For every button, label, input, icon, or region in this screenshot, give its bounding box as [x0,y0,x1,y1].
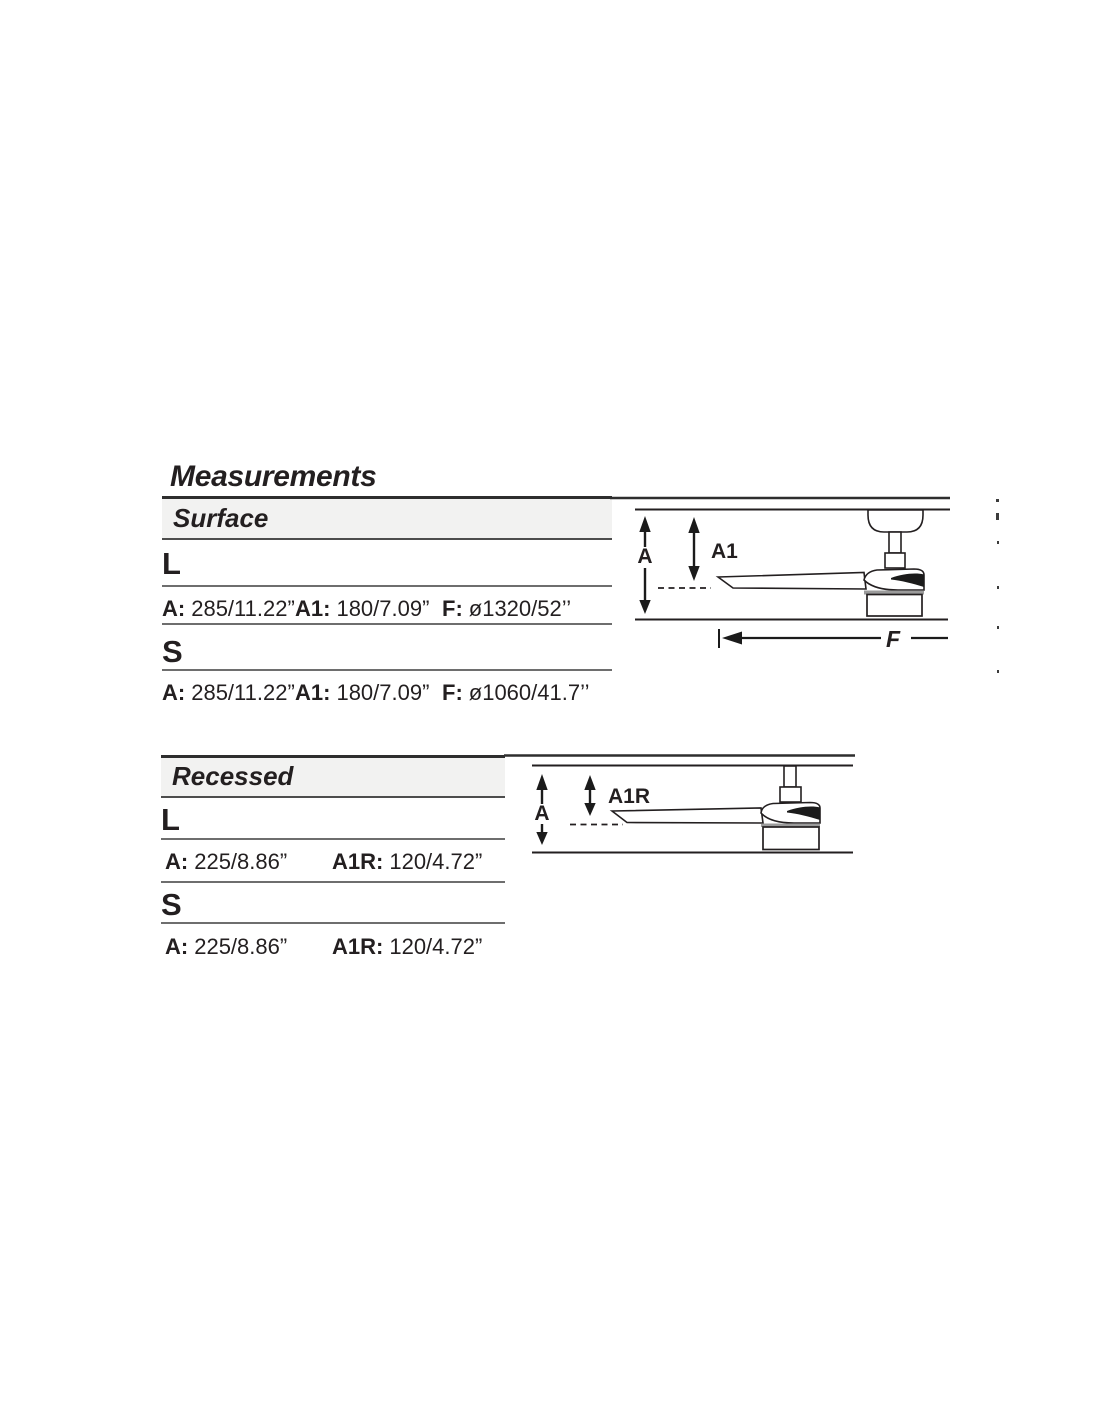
spec-a1: A1: 180/7.09” [295,680,430,705]
spec-a1: A1: 180/7.09” [295,596,430,621]
edge-artifact [997,670,999,673]
surface-header-band [162,499,612,540]
arrow-down-icon [536,832,547,845]
page-title: Measurements [170,460,377,493]
arrow-up-icon [584,775,595,790]
dimension-label-a: A [534,802,550,825]
spec-f: F: ø1060/41.7’’ [442,680,590,705]
dimension-arrow-f [719,626,948,652]
spec-a1r: A1R: 120/4.72” [332,934,483,959]
dimension-label-a1r: A1R [608,785,651,808]
surface-s-spec-row [162,681,612,707]
recessed-l-spec-row [161,850,505,876]
spec-a: A: 285/11.22” [162,680,295,705]
divider [162,669,612,671]
divider [162,585,612,587]
arrow-down-icon [639,600,650,614]
divider [162,623,612,625]
dimension-label-a1: A1 [711,540,738,563]
spec-a: A: 225/8.86” [165,849,288,874]
arrow-left-icon [722,632,742,645]
fan-blade [612,808,763,823]
recessed-size-s: S [161,887,182,922]
surface-l-spec-row [162,597,612,623]
fan-coupler [780,787,801,802]
divider [161,881,505,883]
surface-size-l: L [162,546,181,581]
fan-downrod [889,532,901,553]
edge-artifact [997,626,999,629]
fan-coupler [885,553,905,568]
edge-artifact [997,586,999,589]
surface-header-label: Surface [173,503,269,533]
edge-artifact [996,513,999,520]
arrow-up-icon [639,516,650,532]
dimension-label-a: A [637,545,653,568]
spec-f: F: ø1320/52’’ [442,596,572,621]
dimension-arrow-a [534,774,549,845]
recessed-header-label: Recessed [172,760,294,791]
fan-light-box [867,595,922,617]
edge-artifact [997,541,999,544]
dimension-arrow-a [637,516,652,614]
recessed-size-l: L [161,802,180,837]
recessed-s-spec-row [161,935,505,961]
dimension-label-f: F [886,626,901,652]
fan-blade [718,573,866,590]
divider [161,838,505,840]
surface-diagram [610,490,972,662]
recessed-header-band [161,758,505,798]
spec-a1r: A1R: 120/4.72” [332,849,483,874]
divider [161,922,505,924]
arrow-up-icon [536,774,547,790]
fan-downrod [784,766,796,787]
spec-a: A: 225/8.86” [165,934,288,959]
fan-canopy [868,510,923,532]
surface-size-s: S [162,634,183,669]
spec-a: A: 285/11.22” [162,596,295,621]
recessed-diagram [504,748,860,862]
edge-artifact [996,499,999,502]
fan-light-box [763,827,819,850]
arrow-down-icon [688,566,699,581]
arrow-down-icon [584,803,595,816]
ceiling-fan-drawing [718,510,924,616]
arrow-up-icon [688,517,699,533]
dimension-arrow-a1 [688,517,738,581]
